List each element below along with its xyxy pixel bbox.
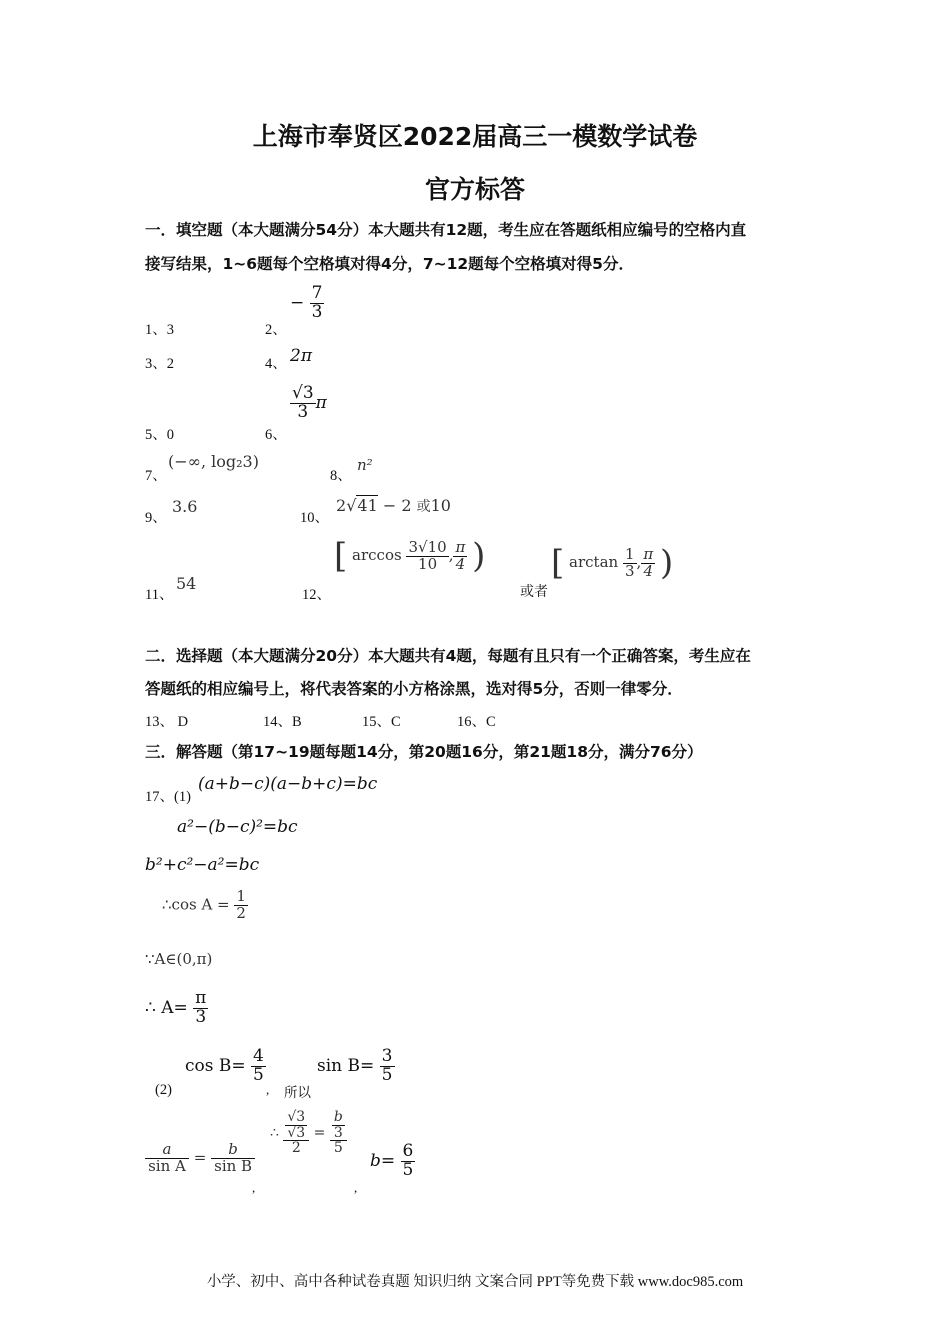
problem17-eq6 <box>145 990 208 1027</box>
comma: , <box>266 1082 270 1097</box>
pi-numerator: π <box>643 544 654 563</box>
fill-12-label: 12、 <box>302 587 331 603</box>
fill-10-label: 10、 <box>300 510 329 526</box>
denominator: 5 <box>402 1159 414 1180</box>
denominator: 5 <box>381 1064 393 1085</box>
problem17-part2-label: (2) <box>155 1082 172 1098</box>
inner-numerator: b <box>333 1109 343 1125</box>
section2-heading-line2: 答题纸的相应编号上，将代表答案的小方格涂黑，选对得5分，否则一律零分． <box>145 680 683 698</box>
arccos-text: arccos <box>352 546 402 564</box>
cos-a-text: ∴cos A = <box>162 895 230 914</box>
denominator: sin B <box>211 1158 255 1175</box>
problem17-eq3: b²+c²−a²=bc <box>145 855 260 875</box>
numerator: 7 <box>311 283 323 303</box>
denominator: 5 <box>253 1064 264 1085</box>
suoyi-text: 所以 <box>284 1085 311 1101</box>
therefore-symbol: ∴ <box>270 1125 279 1142</box>
fill-5: 5、0 <box>145 427 174 443</box>
pi-numerator: π <box>455 537 466 556</box>
or-text: 或 <box>416 499 431 515</box>
alt-answer: 10 <box>430 496 451 515</box>
pi-symbol: π <box>315 392 327 413</box>
denominator: sin A <box>145 1158 189 1175</box>
law-of-sines: $\frac{a}{\text{sin A}}$ = $\frac{b}{\text{sin B}}$ <box>145 1142 255 1175</box>
therefore-a: ∴ A= <box>145 997 188 1018</box>
sin-b-text: sin B= <box>317 1055 375 1076</box>
choice-13: 13、 D <box>145 714 189 730</box>
numerator: 3√10 <box>408 537 447 556</box>
denominator: 10 <box>406 556 448 573</box>
fill-8-answer: n² <box>357 456 373 474</box>
numerator: π <box>195 988 207 1008</box>
denominator: 3 <box>624 561 635 580</box>
fill-8-label: 8、 <box>330 468 352 484</box>
denominator: 2 <box>283 1140 309 1156</box>
page-title: 上海市奉贤区2022届高三一模数学试卷 <box>252 122 698 151</box>
comma-3: , <box>354 1180 358 1195</box>
denominator: 3 <box>290 403 316 422</box>
left-bracket: [ <box>551 543 565 583</box>
comma-2: , <box>252 1180 256 1195</box>
fill-7-label: 7、 <box>145 468 167 484</box>
numerator: 3 <box>381 1046 393 1066</box>
fill-6-label: 6、 <box>265 427 287 443</box>
right-paren: ) <box>659 543 674 583</box>
fill-4-label: 4、 <box>265 356 287 372</box>
problem17-eq2: a²−(b−c)²=bc <box>177 817 298 837</box>
cos-b-text: cos B= <box>185 1055 246 1076</box>
denominator: 3 <box>193 1008 208 1027</box>
substitution: ∴ $\frac{\frac{√3}{√3}}{2}$ = $\frac{\frac{b}{3}}{5}$ <box>270 1110 347 1156</box>
choice-14: 14、B <box>263 714 302 730</box>
numerator: √3 <box>292 383 314 403</box>
fill-2-answer <box>290 285 324 322</box>
problem17-label: 17、(1) <box>145 789 191 805</box>
inner-denominator: 3 <box>332 1125 345 1141</box>
fill-12-answer: [ arccos $\frac{3√10}{10}$ , $\frac{\pi}{4}$ ) <box>334 536 486 576</box>
numerator: 1 <box>624 544 635 563</box>
choice-15: 15、C <box>362 714 401 730</box>
fill-9-answer: 3.6 <box>172 497 198 516</box>
radicand: 41 <box>357 496 378 515</box>
fill-12-or: 或者 <box>520 584 548 600</box>
fill-6-answer <box>290 385 327 422</box>
numerator: 6 <box>402 1141 414 1161</box>
pi-denominator: 4 <box>641 563 655 580</box>
numerator: 1 <box>236 887 246 905</box>
cos-b-equation <box>185 1048 266 1085</box>
denominator: 2 <box>236 903 246 922</box>
right-paren: ) <box>472 536 486 576</box>
denominator: 5 <box>330 1140 347 1156</box>
minus-sign: − <box>290 292 305 313</box>
numerator: a <box>162 1140 172 1158</box>
fill-1: 1、3 <box>145 322 174 338</box>
left-bracket: [ <box>334 536 348 576</box>
b-equals: b= <box>370 1150 396 1171</box>
inner-denominator: √3 <box>287 1124 306 1141</box>
choice-16: 16、C <box>457 714 496 730</box>
fill-2-label: 2、 <box>265 322 287 338</box>
fill-11-label: 11、 <box>145 587 174 603</box>
minus-two: − 2 <box>377 496 412 515</box>
section3-heading: 三．解答题（第17~19题每题14分，第20题16分，第21题18分，满分76分） <box>145 743 703 761</box>
inner-numerator: √3 <box>287 1109 306 1125</box>
fill-3: 3、2 <box>145 356 174 372</box>
numerator: 4 <box>253 1046 264 1066</box>
pi-denominator: 4 <box>453 556 467 573</box>
section1-heading-line1: 一．填空题（本大题满分54分）本大题共有12题，考生应在答题纸相应编号的空格内直 <box>145 221 747 239</box>
fill-9-label: 9、 <box>145 510 167 526</box>
section1-heading-line2: 接写结果，1~6题每个空格填对得4分，7~12题每个空格填对得5分． <box>145 255 634 273</box>
problem17-eq1: (a+b−c)(a−b+c)=bc <box>198 774 378 794</box>
fill-10-answer: 2√41 − 2 或10 <box>336 496 451 515</box>
section2-heading-line1: 二．选择题（本大题满分20分）本大题共有4题，每题有且只有一个正确答案，考生应在 <box>145 647 751 665</box>
denominator: 3 <box>311 301 323 322</box>
page-subtitle: 官方标答 <box>424 175 525 204</box>
coefficient: 2 <box>336 496 347 515</box>
problem17-eq4 <box>162 889 248 922</box>
fill-12-alt-answer: [ arctan $\frac{1}{3}$ , $\frac{\pi}{4}$ ) <box>551 543 674 583</box>
fill-7-answer: (−∞, log₂3) <box>168 452 259 471</box>
problem17-eq5: ∵A∈(0,π) <box>145 950 213 968</box>
numerator: b <box>228 1140 238 1158</box>
page-footer: 小学、初中、高中各种试卷真题 知识归纳 文案合同 PPT等免费下载 www.doc985.com <box>206 1274 744 1290</box>
fill-4-answer: 2π <box>290 346 312 366</box>
arctan-text: arctan <box>569 553 619 571</box>
b-result <box>370 1143 415 1180</box>
fill-11-answer: 54 <box>176 574 197 593</box>
sin-b-equation <box>317 1048 395 1085</box>
